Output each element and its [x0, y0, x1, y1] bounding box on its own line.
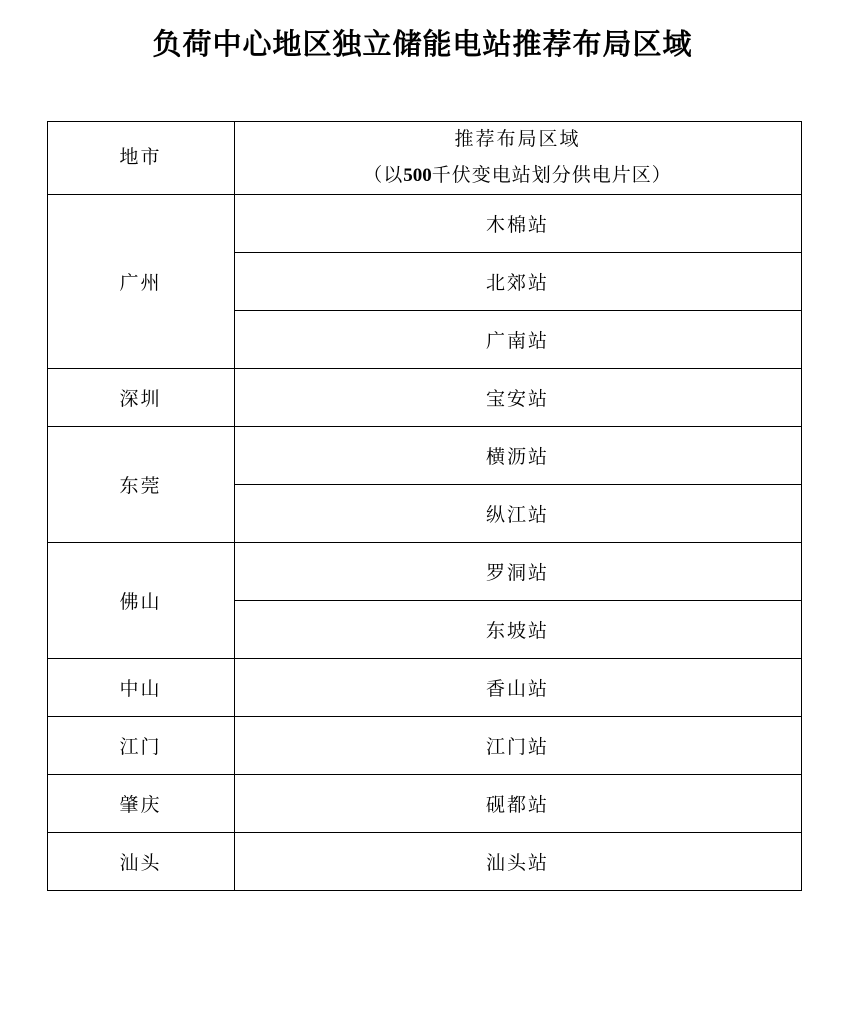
table-row	[47, 833, 801, 891]
table-row	[47, 427, 801, 485]
table-row	[47, 543, 801, 601]
city-cell-shantou: 汕头	[47, 833, 234, 891]
area-cell: 横沥站	[234, 427, 801, 485]
column-header-area-line1: 推荐布局区域	[454, 129, 581, 151]
city-cell-jiangmen: 江门	[47, 717, 234, 775]
city-cell-dongguan: 东莞	[47, 427, 234, 543]
table-row	[47, 195, 801, 253]
area-cell: 北郊站	[234, 253, 801, 311]
area-line2-prefix: （以	[363, 165, 404, 187]
city-cell-guangzhou: 广州	[47, 195, 234, 369]
column-header-area	[234, 122, 801, 195]
city-cell-zhaoqing: 肇庆	[47, 775, 234, 833]
column-header-city: 地市	[47, 122, 234, 195]
area-line2-number: 500	[403, 165, 432, 187]
city-cell-shenzhen: 深圳	[47, 369, 234, 427]
table-row	[47, 775, 801, 833]
area-cell: 砚都站	[234, 775, 801, 833]
page-title: 负荷中心地区独立储能电站推荐布局区域	[152, 29, 693, 61]
area-cell: 江门站	[234, 717, 801, 775]
column-header-area-line2	[235, 158, 801, 194]
area-cell: 纵江站	[234, 485, 801, 543]
area-cell: 香山站	[234, 659, 801, 717]
city-cell-zhongshan: 中山	[47, 659, 234, 717]
table-row	[47, 369, 801, 427]
area-cell: 木棉站	[234, 195, 801, 253]
area-cell: 宝安站	[234, 369, 801, 427]
city-cell-foshan: 佛山	[47, 543, 234, 659]
table-header-row	[47, 122, 801, 195]
area-cell: 东坡站	[234, 601, 801, 659]
document-page	[0, 26, 845, 1017]
area-cell: 广南站	[234, 311, 801, 369]
area-line2-suffix: 千伏变电站划分供电片区）	[431, 165, 672, 187]
area-cell: 汕头站	[234, 833, 801, 891]
recommended-layout-table-wrapper	[47, 121, 799, 891]
recommended-layout-table	[47, 121, 802, 891]
table-body	[47, 122, 801, 891]
area-cell: 罗洞站	[234, 543, 801, 601]
table-row	[47, 717, 801, 775]
table-row	[47, 659, 801, 717]
